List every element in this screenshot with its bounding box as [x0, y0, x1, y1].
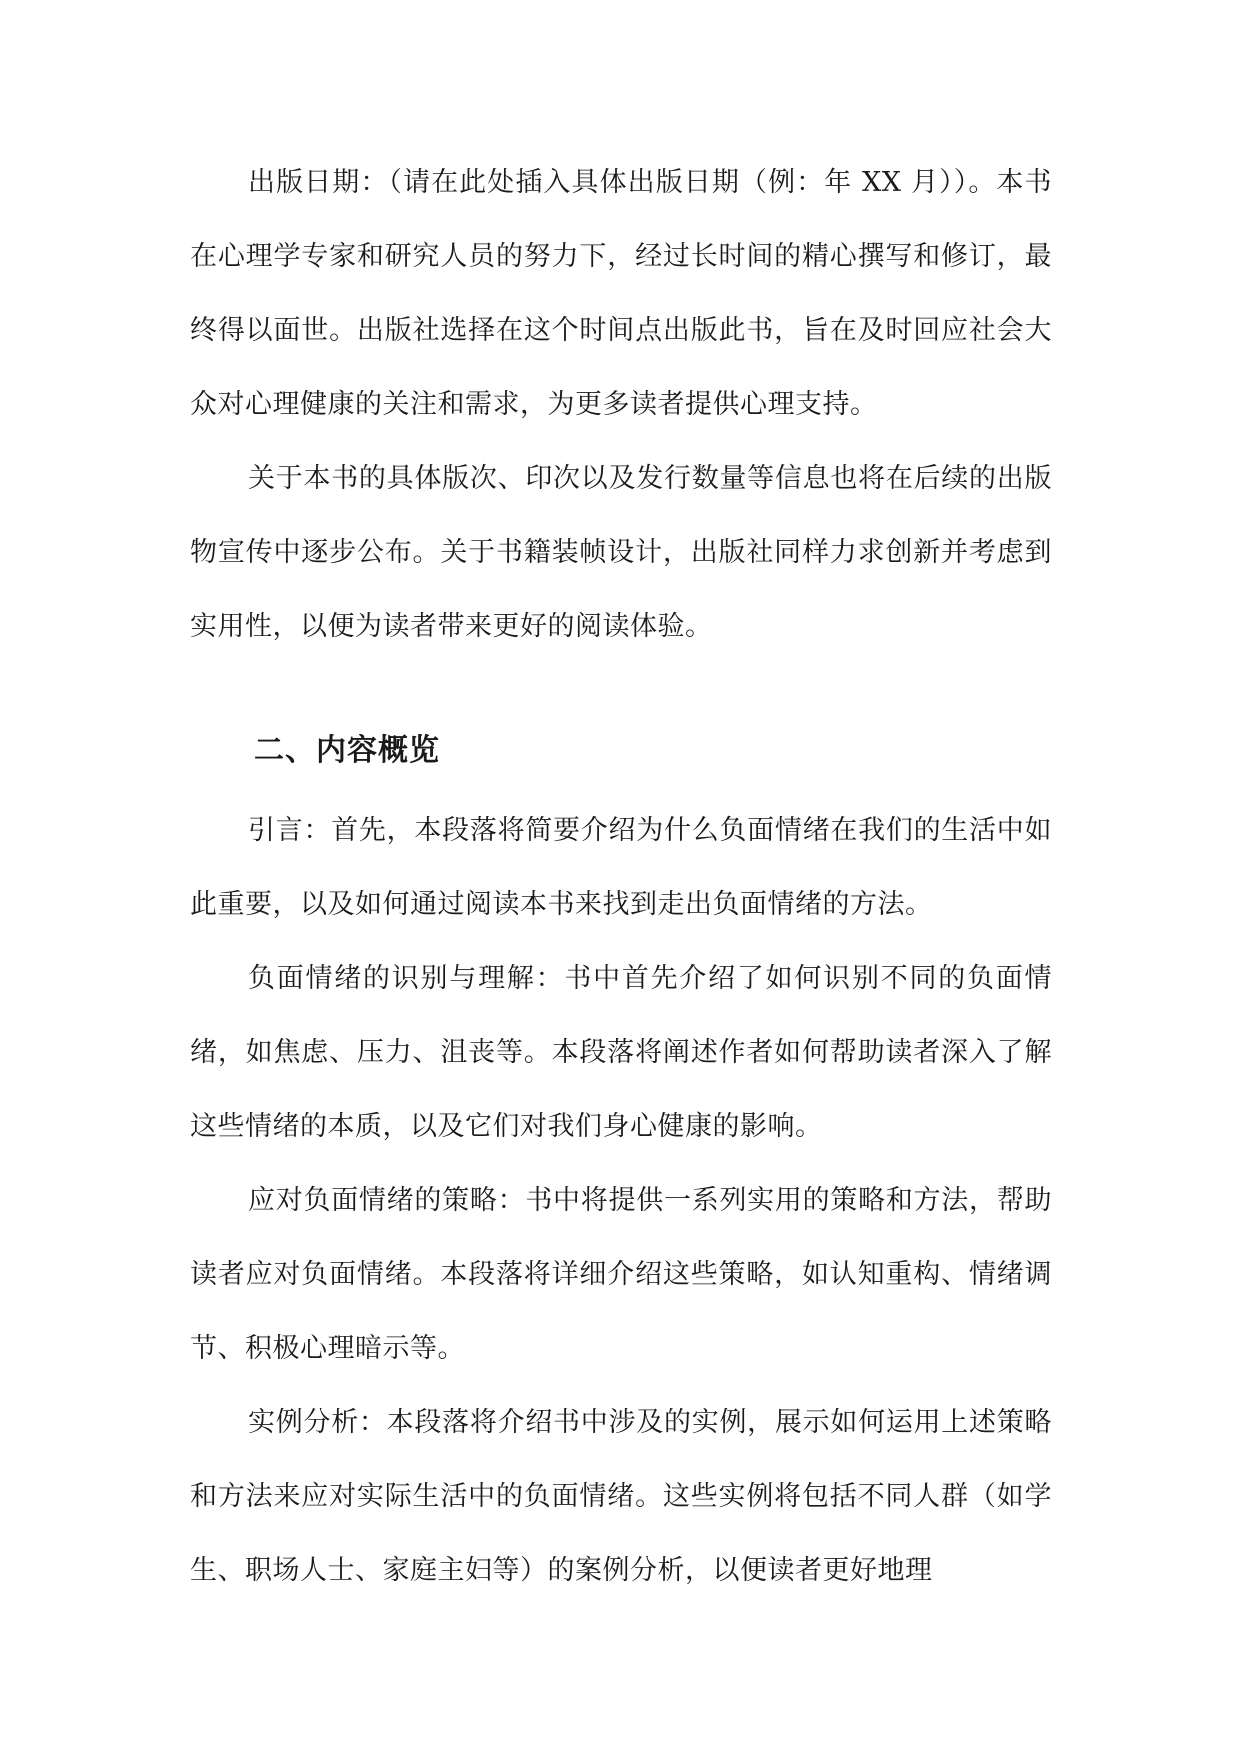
paragraph-case-analysis: 实例分析：本段落将介绍书中涉及的实例，展示如何运用上述策略和方法来应对实际生活中的负面情绪。这些实例将包括不同人群（如学生、职场人士、家庭主妇等）的案例分析，以便读者更好地理 — [190, 1407, 1052, 1586]
paragraph-publication-date: 出版日期：（请在此处插入具体出版日期（例：年 XX 月））。本书在心理学专家和研究人员的努力下，经过长时间的精心撰写和修订，最终得以面世。出版社选择在这个时间点出版此书，旨在及时回应社会大众对心理健康的关注和需求，为更多读者提供心理支持。 — [190, 167, 1052, 420]
document-page — [190, 146, 1052, 1608]
paragraph-strategies: 应对负面情绪的策略：书中将提供一系列实用的策略和方法，帮助读者应对负面情绪。本段落将详细介绍这些策略，如认知重构、情绪调节、积极心理暗示等。 — [190, 1185, 1052, 1364]
paragraph-introduction: 引言：首先，本段落将简要介绍为什么负面情绪在我们的生活中如此重要，以及如何通过阅读本书来找到走出负面情绪的方法。 — [190, 815, 1052, 920]
paragraph-identification: 负面情绪的识别与理解：书中首先介绍了如何识别不同的负面情绪，如焦虑、压力、沮丧等。本段落将阐述作者如何帮助读者深入了解这些情绪的本质，以及它们对我们身心健康的影响。 — [190, 963, 1052, 1142]
section-heading: 二、内容概览 — [254, 733, 440, 768]
paragraph-edition-info: 关于本书的具体版次、印次以及发行数量等信息也将在后续的出版物宣传中逐步公布。关于书籍装帧设计，出版社同样力求创新并考虑到实用性，以便为读者带来更好的阅读体验。 — [190, 463, 1052, 642]
